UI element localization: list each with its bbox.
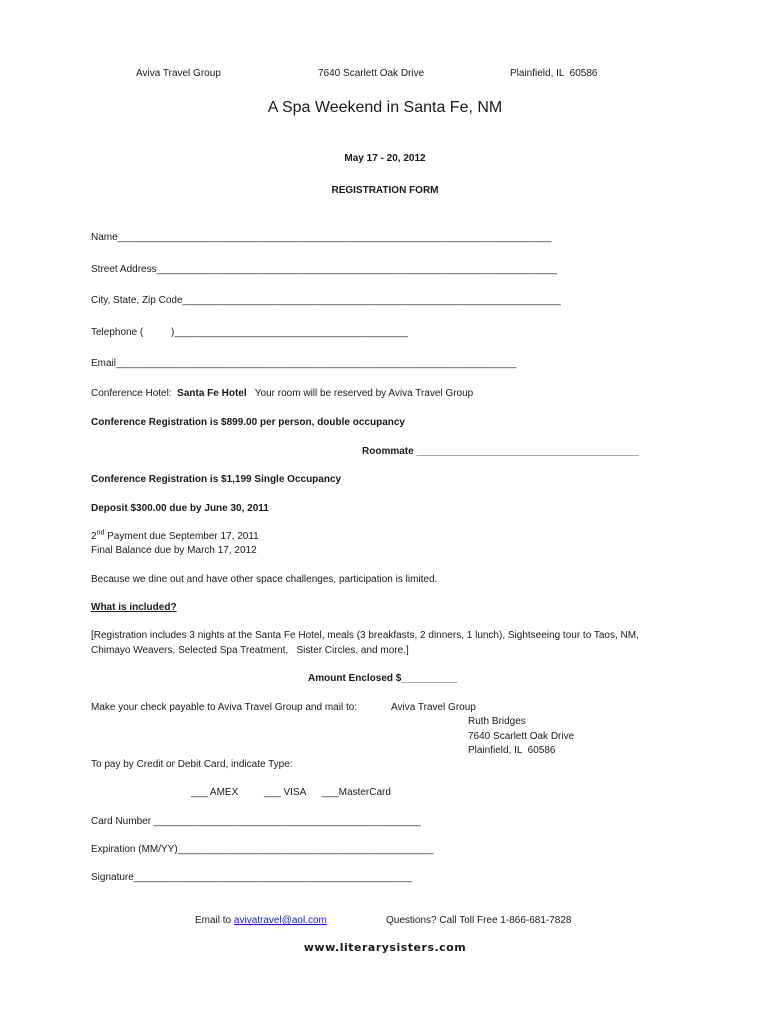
header-street: 7640 Scarlett Oak Drive [318,68,425,79]
expiration-field[interactable]: Expiration (MM/YY)______________________________________________ [91,844,434,855]
email-link[interactable]: avivatravel@aol.com [233,915,327,926]
visa-option[interactable]: ___ VISA [264,787,307,798]
header-city: Plainfield, IL 60586 [510,68,598,79]
single-occupancy-price: Conference Registration is $1,199 Single Occupancy [91,474,342,485]
email-field[interactable]: Email________________________________________________________________________ [91,358,517,369]
street-address-field[interactable]: Street Address________________________________________________________________________ [91,264,558,275]
hotel-name: Santa Fe Hotel [177,388,247,399]
page-title: A Spa Weekend in Santa Fe, NM [267,99,503,116]
card-number-field[interactable]: Card Number ________________________________________________ [91,816,421,827]
card-instruction: To pay by Credit or Debit Card, indicate Type: [91,759,293,770]
double-occupancy-price: Conference Registration is $899.00 per person, double occupancy [91,417,405,428]
mail-address-line-2: Ruth Bridges [468,716,526,727]
hotel-note: Your room will be reserved by Aviva Travel Group [254,388,474,399]
limited-participation-note: Because we dine out and have other space challenges, participation is limited. [91,574,438,585]
included-heading: What is included? [91,602,177,613]
mail-address-line-3: 7640 Scarlett Oak Drive [468,731,575,742]
hotel-label: Conference Hotel: [91,388,172,399]
mastercard-option[interactable]: ___MasterCard [322,787,391,798]
signature-field[interactable]: Signature__________________________________________________ [91,872,412,883]
city-state-zip-field[interactable]: City, State, Zip Code____________________________________________________________________ [91,295,561,306]
website-link[interactable]: www.literarysisters.com [303,941,467,954]
event-dates: May 17 - 20, 2012 [344,153,426,164]
amex-option[interactable]: ___ AMEX [191,787,239,798]
second-payment-number: 2 [91,531,97,542]
footer-email [195,915,327,927]
included-line-2: Chimayo Weavers, Selected Spa Treatment, Sister Circles, and more.] [91,645,409,656]
footer-phone: Questions? Call Toll Free 1-866-681-7828 [386,915,572,926]
second-payment [91,531,259,543]
second-payment-text: Payment due September 17, 2011 [104,531,259,542]
second-payment-suffix: nd [96,529,105,537]
roommate-field[interactable]: Roommate ________________________________________ [362,446,639,457]
mail-address-line-1: Aviva Travel Group [391,702,476,713]
mail-address-line-4: Plainfield, IL 60586 [468,745,556,756]
deposit-due: Deposit $300.00 due by June 30, 2011 [91,503,269,514]
final-balance: Final Balance due by March 17, 2012 [91,545,257,556]
email-label: Email to [195,915,234,926]
name-field[interactable]: Name______________________________________________________________________________ [91,232,552,243]
mail-instruction: Make your check payable to Aviva Travel Group and mail to: [91,702,358,713]
amount-enclosed-field[interactable]: Amount Enclosed $__________ [308,673,457,684]
form-heading: REGISTRATION FORM [331,185,439,196]
included-line-1: [Registration includes 3 nights at the Santa Fe Hotel, meals (3 breakfasts, 2 dinners, 1 lunch), Sightseeing tour to Taos, NM, [91,630,639,641]
header-company: Aviva Travel Group [136,68,221,79]
telephone-field[interactable]: Telephone ( )__________________________________________ [91,327,408,338]
hotel-line [91,388,473,400]
